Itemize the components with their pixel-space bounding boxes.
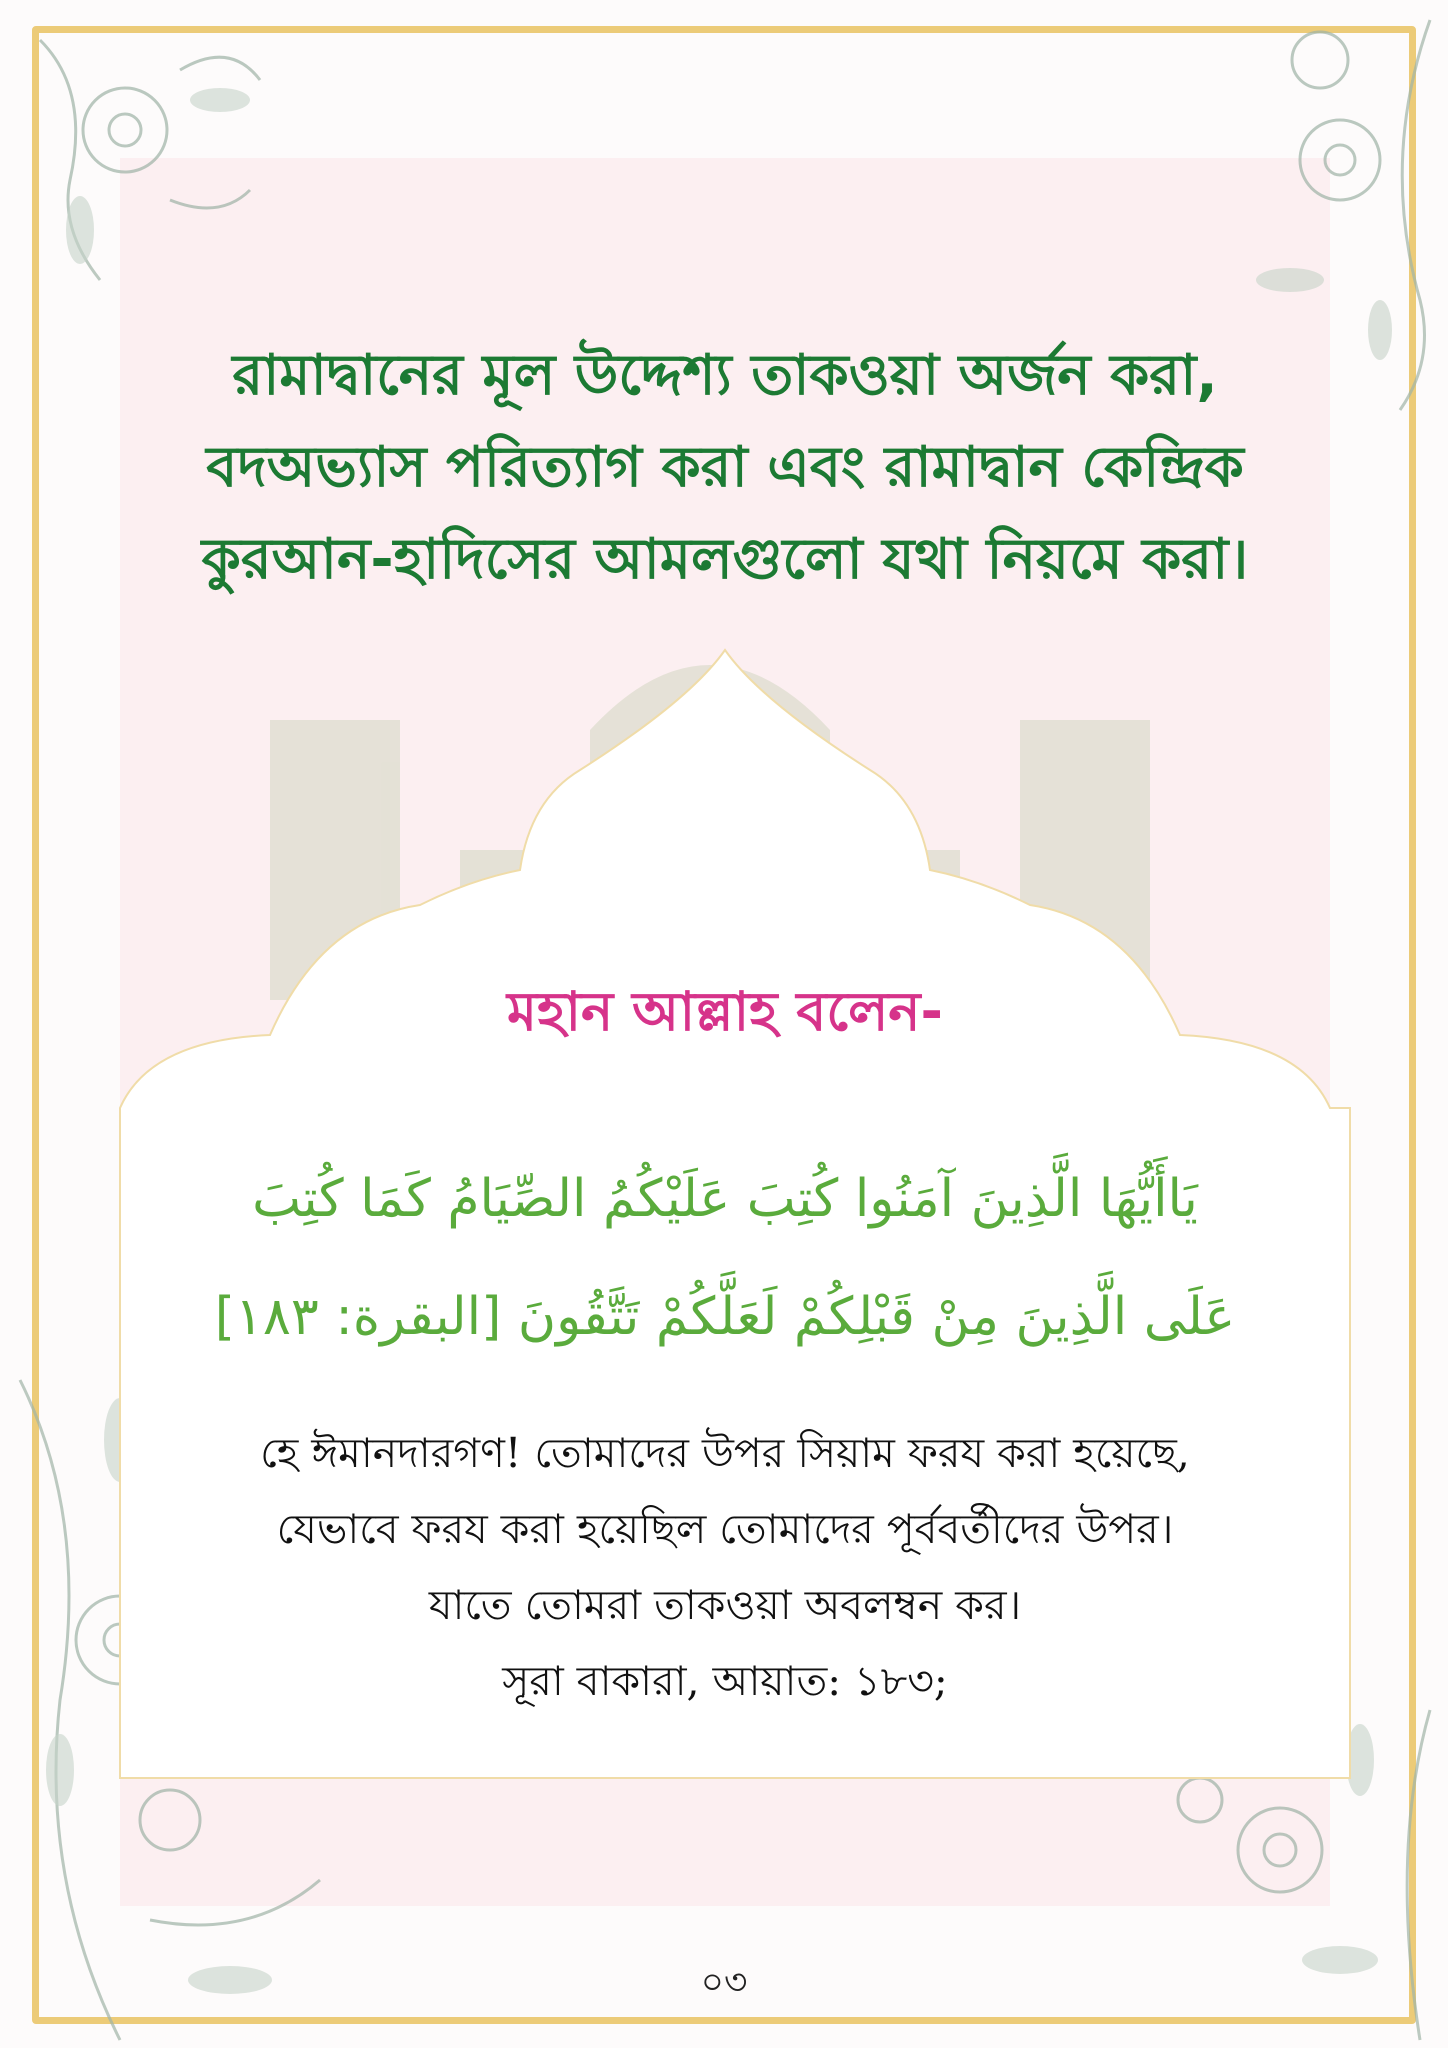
arabic-verse <box>150 1140 1300 1376</box>
heading-line: কুরআন-হাদিসের আমলগুলো যথা নিয়মে করা। <box>201 527 1249 592</box>
translation-line: হে ঈমানদারগণ! তোমাদের উপর সিয়াম ফরয করা হয়েছে, <box>260 1429 1190 1477</box>
verse-reference: সূরা বাকারা, আয়াত: ১৮৩; <box>502 1657 948 1705</box>
page-number: ০৩ <box>700 1962 748 2003</box>
translation-line: যাতে তোমরা তাকওয়া অবলম্বন কর। <box>428 1581 1022 1629</box>
heading-line: রামাদ্বানের মূল উদ্দেশ্য তাকওয়া অর্জন করা, <box>232 343 1218 408</box>
translation-line: যেভাবে ফরয করা হয়েছিল তোমাদের পূর্ববর্তীদের উপর। <box>276 1505 1174 1553</box>
heading-line: বদঅভ্যাস পরিত্যাগ করা এবং রামাদ্বান কেন্দ্রিক <box>206 435 1244 500</box>
quote-intro: মহান আল্লাহ বলেন- <box>507 980 943 1043</box>
verse-translation <box>150 1415 1300 1719</box>
main-heading <box>140 330 1310 606</box>
arabic-verse-line: يَاأَيُّهَا الَّذِينَ آمَنُوا كُتِبَ عَلَيْكُمُ الصِّيَامُ كَمَا كُتِبَ <box>252 1169 1198 1229</box>
arabic-verse-line: عَلَى الَّذِينَ مِنْ قَبْلِكُمْ لَعَلَّكُمْ تَتَّقُونَ [البقرة: ١٨٣] <box>214 1287 1236 1347</box>
